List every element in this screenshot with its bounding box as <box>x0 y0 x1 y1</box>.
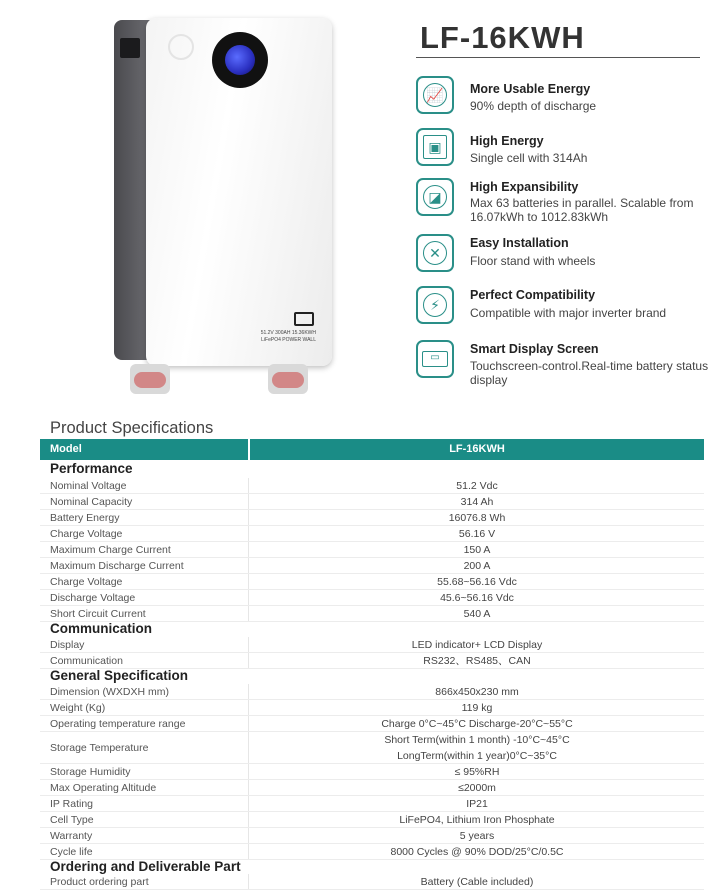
table-row <box>40 812 704 828</box>
battery-handle <box>120 38 140 58</box>
feature-desc: 90% depth of discharge <box>470 99 597 113</box>
expand-icon: ◪ <box>416 178 454 216</box>
display-icon: ▭ <box>416 340 454 378</box>
chart-icon: 📈 <box>416 76 454 114</box>
spec-label: Maximum Charge Current <box>50 544 171 556</box>
spec-value: LED indicator+ LCD Display <box>411 639 543 651</box>
table-row <box>40 478 704 494</box>
spec-value: 314 Ah <box>460 496 494 508</box>
spec-label: Discharge Voltage <box>50 592 136 604</box>
spec-value: 8000 Cycles @ 90% DOD/25°C/0.5C <box>390 846 564 858</box>
spec-section-performance <box>40 460 704 478</box>
feature-title: High Energy <box>470 134 544 148</box>
section-title: Ordering and Deliverable Part <box>50 859 241 874</box>
table-row <box>40 526 704 542</box>
spec-value: Charge 0°C~45°C Discharge-20°C~55°C <box>381 718 573 730</box>
feature-desc: Touchscreen-control.Real-time battery status display <box>470 359 709 387</box>
spec-value: IP21 <box>466 798 488 810</box>
cube-icon: ▣ <box>416 128 454 166</box>
table-row <box>40 684 704 700</box>
spec-label: Short Circuit Current <box>50 608 146 620</box>
spec-value: RS232、RS485、CAN <box>423 655 531 667</box>
spec-heading: Product Specifications <box>50 419 214 437</box>
spec-label: Nominal Capacity <box>50 496 133 508</box>
tools-icon: ✕ <box>416 234 454 272</box>
spec-label: Display <box>50 639 85 651</box>
spec-label: Nominal Voltage <box>50 480 127 492</box>
table-row <box>40 764 704 780</box>
spec-value: 45.6~56.16 Vdc <box>440 592 514 604</box>
table-row <box>40 828 704 844</box>
table-row <box>40 590 704 606</box>
section-title: Communication <box>50 621 153 636</box>
feature-title: More Usable Energy <box>470 82 591 96</box>
wheel-right <box>268 364 308 394</box>
spec-value-line1: Short Term(within 1 month) -10°C~45°C <box>384 734 570 746</box>
spec-label: Dimension (WXDXH mm) <box>50 686 170 698</box>
display-screen <box>212 32 268 88</box>
spec-value: 55.68~56.16 Vdc <box>437 576 517 588</box>
table-row <box>40 780 704 796</box>
feature-desc: Max 63 batteries in parallel. Scalable from 16.07kWh to 1012.83kWh <box>470 196 694 224</box>
spec-label: Charge Voltage <box>50 576 123 588</box>
spec-label: Product ordering part <box>50 876 149 888</box>
spec-header-row <box>40 439 704 460</box>
table-row <box>40 716 704 732</box>
spec-label: Maximum Discharge Current <box>50 560 184 572</box>
spec-value: Battery (Cable included) <box>420 876 534 888</box>
spec-label: Storage Humidity <box>50 766 131 778</box>
spec-value: 51.2 Vdc <box>456 480 498 492</box>
spec-value <box>250 732 704 764</box>
table-row <box>40 510 704 526</box>
feature-desc: Floor stand with wheels <box>470 254 596 268</box>
table-row <box>40 732 704 764</box>
table-row <box>40 542 704 558</box>
spec-label: Cycle life <box>50 846 93 858</box>
spec-label: Warranty <box>50 830 93 842</box>
table-row <box>40 558 704 574</box>
spec-label: Cell Type <box>50 814 94 826</box>
spec-section-communication <box>40 620 704 637</box>
title-divider <box>416 57 700 58</box>
spec-value: ≤2000m <box>458 782 496 794</box>
product-label <box>236 330 316 344</box>
brand-logo-icon <box>168 34 194 60</box>
table-row <box>40 574 704 590</box>
model-title: LF-16KWH <box>420 20 585 55</box>
spec-section-general <box>40 667 704 684</box>
product-label-line2: LiFePO4 POWER WALL <box>261 337 316 343</box>
spec-value: 540 A <box>463 608 491 620</box>
spec-value: ≤ 95%RH <box>454 766 500 778</box>
section-title: General Specification <box>50 668 189 683</box>
spec-label: Battery Energy <box>50 512 120 524</box>
spec-header-value: LF-16KWH <box>449 443 505 455</box>
product-image <box>108 16 338 396</box>
spec-value: 200 A <box>463 560 491 572</box>
table-row <box>40 874 704 890</box>
feature-title: Easy Installation <box>470 236 569 250</box>
section-title: Performance <box>50 461 133 476</box>
spec-value-line2: LongTerm(within 1 year)0°C~35°C <box>397 750 557 762</box>
spec-value: 150 A <box>463 544 491 556</box>
battery-level-icon <box>294 312 314 326</box>
spec-value: 866x450x230 mm <box>435 686 519 698</box>
spec-value: 56.16 V <box>458 528 496 540</box>
spec-label: Communication <box>50 655 123 667</box>
feature-title: High Expansibility <box>470 180 579 194</box>
feature-title: Perfect Compatibility <box>470 288 596 302</box>
feature-desc: Compatible with major inverter brand <box>470 306 667 320</box>
battery-plug-icon: ⚡ <box>416 286 454 324</box>
spec-label: Operating temperature range <box>50 718 186 730</box>
table-row <box>40 494 704 510</box>
product-label-line1: 51.2V 300AH 15.36KWH <box>260 330 316 336</box>
table-row <box>40 700 704 716</box>
spec-value: LiFePO4, Lithium Iron Phosphate <box>399 814 555 826</box>
spec-value: 16076.8 Wh <box>448 512 506 524</box>
spec-value: 5 years <box>459 830 495 842</box>
spec-label: Weight (Kg) <box>50 702 106 714</box>
spec-value: 119 kg <box>461 702 493 714</box>
table-row <box>40 637 704 653</box>
spec-label: IP Rating <box>50 798 93 810</box>
spec-label: Max Operating Altitude <box>50 782 157 794</box>
spec-label: Storage Temperature <box>50 742 149 754</box>
wheel-left <box>130 364 170 394</box>
table-row <box>40 796 704 812</box>
feature-title: Smart Display Screen <box>470 342 599 356</box>
spec-label: Charge Voltage <box>50 528 123 540</box>
spec-header-label: Model <box>50 443 82 455</box>
feature-desc: Single cell with 314Ah <box>470 151 588 165</box>
